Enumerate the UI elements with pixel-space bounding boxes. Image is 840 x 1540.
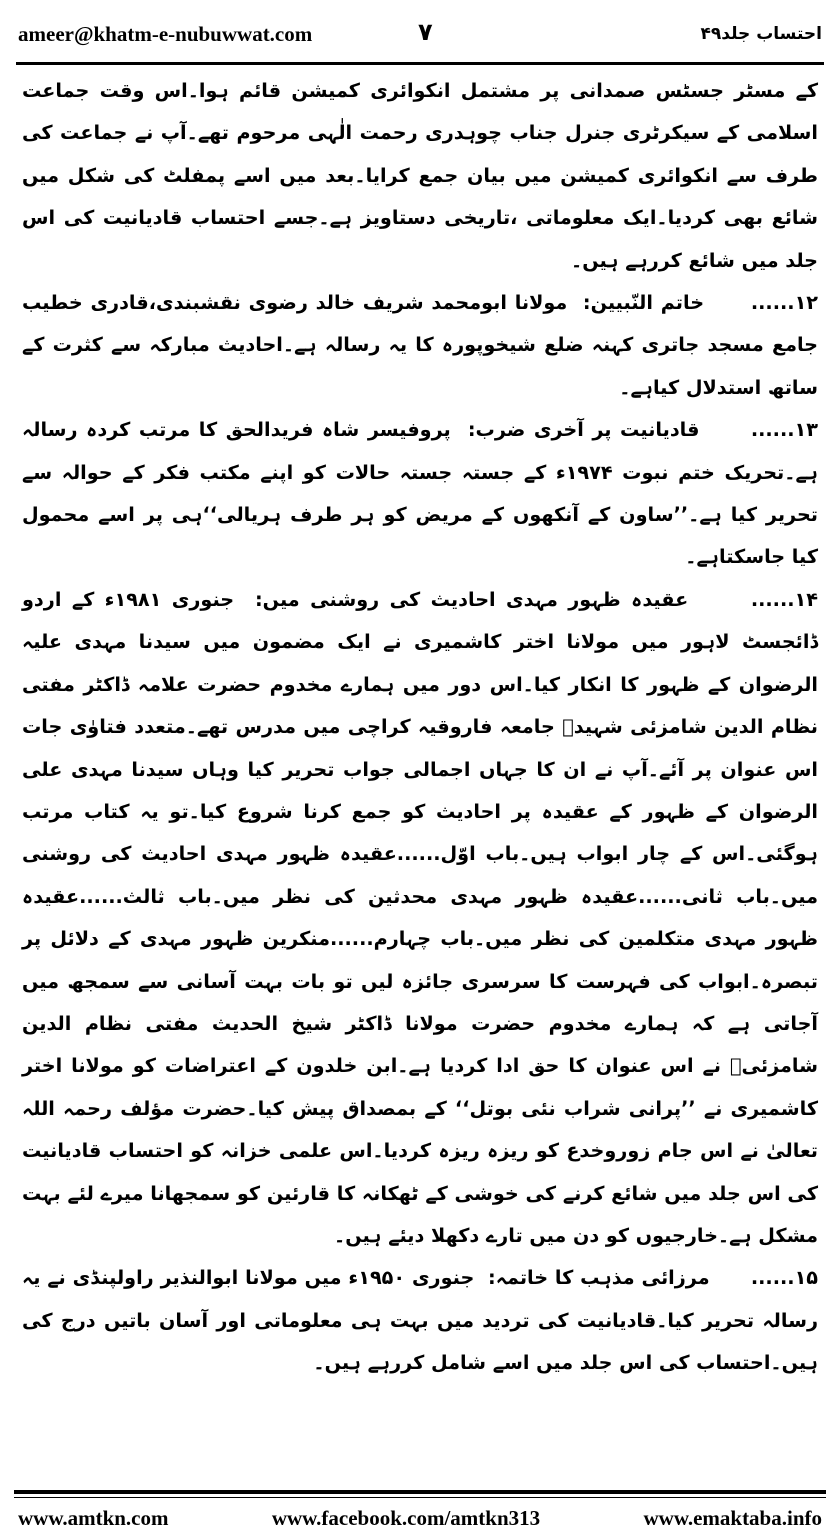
paragraph-text: کے مسٹر جسٹس صمدانی پر مشتمل انکوائری کمیشن قائم ہوا۔اس وقت جماعت اسلامی کے سیکرٹری جنرل جناب چوہدری رحمت الٰہی مرحوم تھے۔آپ نے جماعت کی طرف سے انکوائری کمیشن میں بیان جمع کرایا۔بعد میں اسے پمفلٹ کی شکل میں شائع بھی کردیا۔ایک معلوماتی ،تاریخی دستاویز ہے۔جسے احتساب قادیانیت کی اس جلد میں شائع کررہے ہیں۔ bbox=[22, 79, 818, 272]
item-title: مرزائی مذہب کا خاتمہ: bbox=[488, 1266, 710, 1290]
footer-rule-thick bbox=[14, 1490, 826, 1494]
page-header bbox=[18, 14, 822, 54]
item-number: ۱۲...... bbox=[750, 291, 818, 315]
header-rule bbox=[16, 62, 824, 65]
paragraph-14 bbox=[22, 579, 818, 1258]
paragraph-15 bbox=[22, 1257, 818, 1384]
page-footer bbox=[18, 1503, 822, 1533]
footer-rule-thin bbox=[14, 1497, 826, 1498]
footer-link-facebook[interactable]: www.facebook.com/amtkn313 bbox=[271, 1505, 541, 1530]
item-title: عقیدہ ظہور مہدی احادیث کی روشنی میں: bbox=[255, 587, 689, 611]
header-email[interactable]: ameer@khatm-e-nubuwwat.com bbox=[18, 21, 313, 46]
item-number: ۱۴...... bbox=[750, 587, 818, 611]
paragraph-13 bbox=[22, 409, 818, 579]
body-text bbox=[22, 70, 818, 1445]
item-title: قادیانیت پر آخری ضرب: bbox=[467, 418, 700, 442]
paragraph-12 bbox=[22, 282, 818, 409]
item-title: خاتم النّبیین: bbox=[582, 291, 705, 315]
item-number: ۱۳...... bbox=[750, 418, 818, 442]
item-number: ۱۵...... bbox=[750, 1266, 818, 1290]
footer-rules bbox=[14, 1490, 826, 1498]
paragraph-intro bbox=[22, 70, 818, 282]
footer-link-amtkn[interactable]: www.amtkn.com bbox=[18, 1505, 169, 1530]
paragraph-text: پروفیسر شاہ فریدالحق کا مرتب کردہ رسالہ ہے۔تحریک ختم نبوت ۱۹۷۴ء کے جستہ جستہ حالات کو اپنے مکتب فکر کے حوالہ سے تحریر کیا ہے۔’’ساون کے آنکھوں کے مریض کو ہر طرف ہریالی‘‘ہی پر اسے محمول کیا جاسکتاہے۔ bbox=[22, 418, 818, 569]
paragraph-text: جنوری ۱۹۵۰ء میں مولانا ابوالنذیر راولپنڈی نے یہ رسالہ تحریر کیا۔قادیانیت کی تردید میں بہت ہی معلوماتی اور آسان باتیں درج کی ہیں۔احتساب کی اس جلد میں اسے شامل کررہے ہیں۔ bbox=[22, 1266, 818, 1375]
paragraph-text: جنوری ۱۹۸۱ء کے اردو ڈائجسٹ لاہور میں مولانا اختر کاشمیری نے ایک مضمون میں سیدنا مہدی علیہ الرضوان کے ظہور کا انکار کیا۔اس دور میں ہمارے مخدوم حضرت علامہ ڈاکٹر مفتی نظام الدین شامزئی شہیدؒ جامعہ فاروقیہ کراچی میں مدرس تھے۔متعدد فتاوٰی جات اس عنوان پر آئے۔آپ نے ان کا جہاں اجمالی جواب تحریر کیا وہاں سیدنا مہدی علی الرضوان کے ظہور کے عقیدہ پر احادیث کو جمع کرنا شروع کیا۔تو یہ کتاب مرتب ہوگئی۔اس کے چار ابواب ہیں۔باب اوّل......عقیدہ ظہور مہدی احادیث کی روشنی میں۔باب ثانی......عقیدہ ظہور مہدی محدثین کی نظر میں۔باب ثالث......عقیدہ ظہور مہدی متکلمین کی نظر میں۔باب چہارم......منکرین ظہور مہدی کے دلائل پر تبصرہ۔ابواب کی فہرست کا سرسری جائزہ لیں تو بات بہت آسانی سے سمجھ میں آجاتی ہے کہ ہمارے مخدوم حضرت مولانا ڈاکٹر شیخ الحدیث مفتی نظام الدین شامزئیؒ نے اس عنوان کا حق ادا کردیا ہے۔ابن خلدون کے اعتراضات کو مولانا اختر کاشمیری نے ’’پرانی شراب نئی بوتل‘‘ کے بمصداق پیش کیا۔حضرت مؤلف رحمہ اللہ تعالیٰ نے اس جام زوروخدع کو ریزہ ریزہ کردیا۔اس علمی خزانہ کو احتساب قادیانیت کی اس جلد میں شائع کرنے کی خوشی کے ٹھکانہ کا قارئین کو سمجھانا میرے لئے بہت مشکل ہے۔خارجیوں کو دن میں تارے دکھلا دیئے ہیں۔ bbox=[22, 587, 818, 1247]
paragraph-text: مولانا ابومحمد شریف خالد رضوی نقشبندی،قادری خطیب جامع مسجد جاتری کہنہ ضلع شیخوپورہ کا یہ رسالہ ہے۔احادیث مبارکہ سے کثرت کے ساتھ استدلال کیاہے۔ bbox=[22, 291, 818, 399]
page-number: ۷ bbox=[418, 18, 433, 46]
footer-link-emaktaba[interactable]: www.emaktaba.info bbox=[643, 1505, 822, 1530]
volume-label: احتساب جلد۴۹ bbox=[700, 24, 822, 44]
